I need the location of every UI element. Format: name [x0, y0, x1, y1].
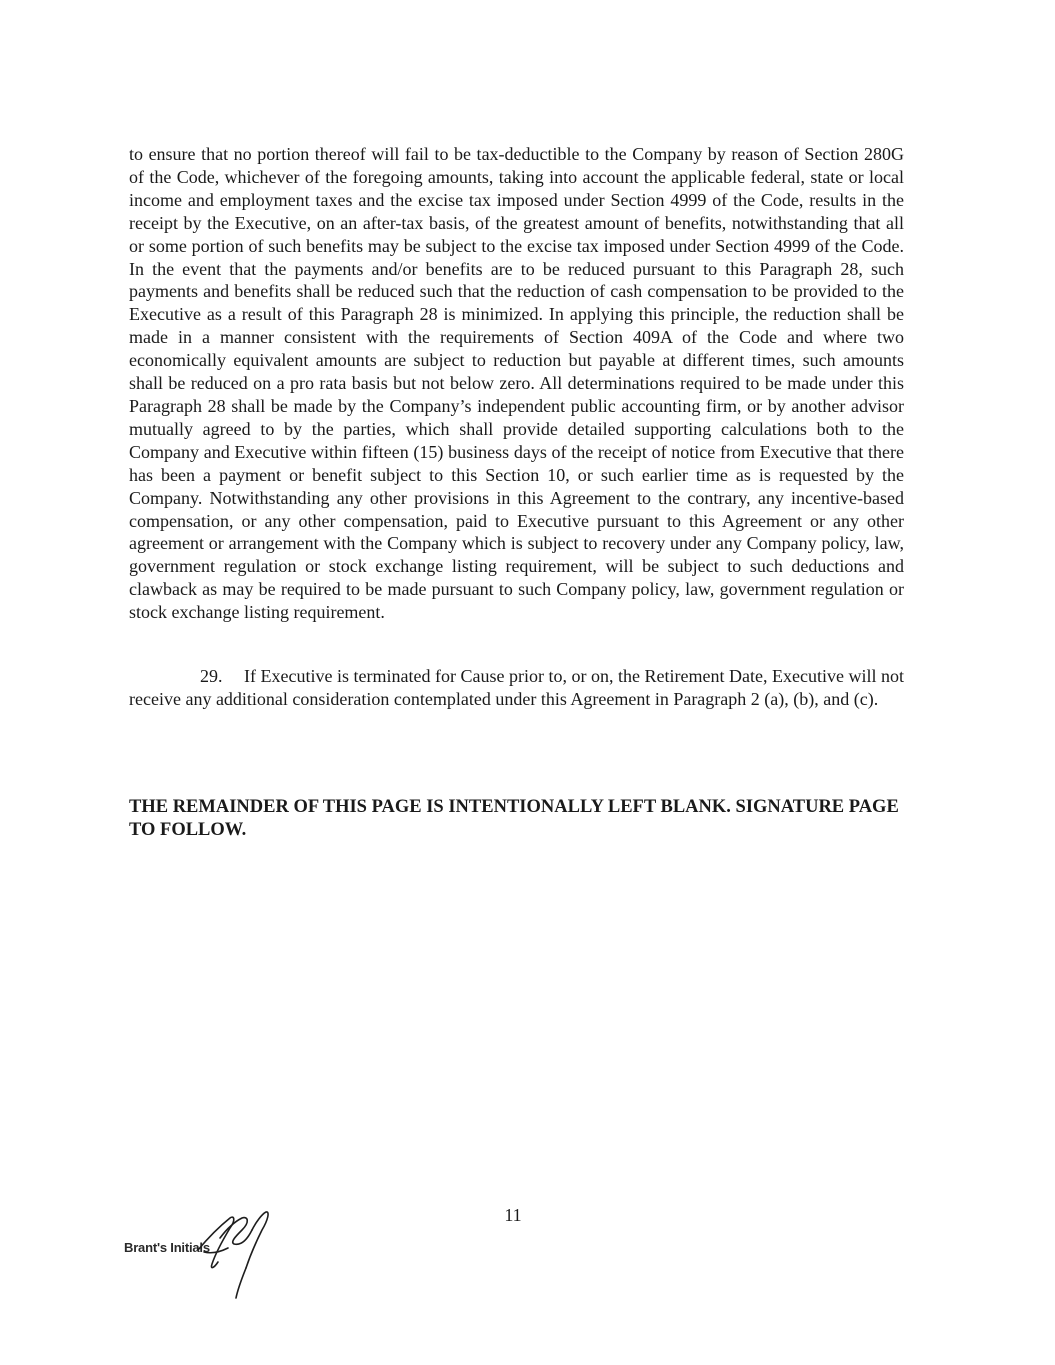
initials-label: Brant's Initials: [124, 1240, 210, 1255]
paragraph-29-text: If Executive is terminated for Cause prior to, or on, the Retirement Date, Executive will not receive any additional consideration contemplated under this Agreement in Paragraph 2 (a), (b), and (c).: [129, 666, 904, 709]
page-number: 11: [504, 1205, 522, 1225]
paragraph-29: [129, 665, 904, 711]
blank-page-notice: THE REMAINDER OF THIS PAGE IS INTENTIONALLY LEFT BLANK. SIGNATURE PAGE TO FOLLOW.: [129, 797, 899, 840]
handwritten-initials-signature: [190, 1208, 280, 1303]
paragraph-29-number: 29.: [200, 666, 223, 686]
paragraph-28-continuation: to ensure that no portion thereof will fail to be tax-deductible to the Company by reason of Section 280G of the Code, whichever of the foregoing amounts, taking into account the applicable federal, state or local income and employment taxes and the excise tax imposed under Section 4999 of the Code, results in the receipt by the Executive, on an after-tax basis, of the greatest amount of benefits, notwithstanding that all or some portion of such benefits may be subject to the excise tax imposed under Section 4999 of the Code. In the event that the payments and/or benefits are to be reduced pursuant to this Paragraph 28, such payments and benefits shall be reduced such that the reduction of cash compensation to be provided to the Executive as a result of this Paragraph 28 is minimized. In applying this principle, the reduction shall be made in a manner consistent with the requirements of Section 409A of the Code and where two economically equivalent amounts are subject to reduction but payable at different times, such amounts shall be reduced on a pro rata basis but not below zero. All determinations required to be made under this Paragraph 28 shall be made by the Company’s independent public accounting firm, or by another advisor mutually agreed to by the parties, which shall provide detailed supporting calculations both to the Company and Executive within fifteen (15) business days of the receipt of notice from Executive that there has been a payment or benefit subject to this Section 10, or such earlier time as is requested by the Company. Notwithstanding any other provisions in this Agreement to the contrary, any incentive-based compensation, or any other compensation, paid to Executive pursuant to this Agreement or any other agreement or arrangement with the Company which is subject to recovery under any Company policy, law, government regulation or stock exchange listing requirement, will be subject to such deductions and clawback as may be required to be made pursuant to such Company policy, law, government regulation or stock exchange listing requirement.: [129, 144, 904, 623]
